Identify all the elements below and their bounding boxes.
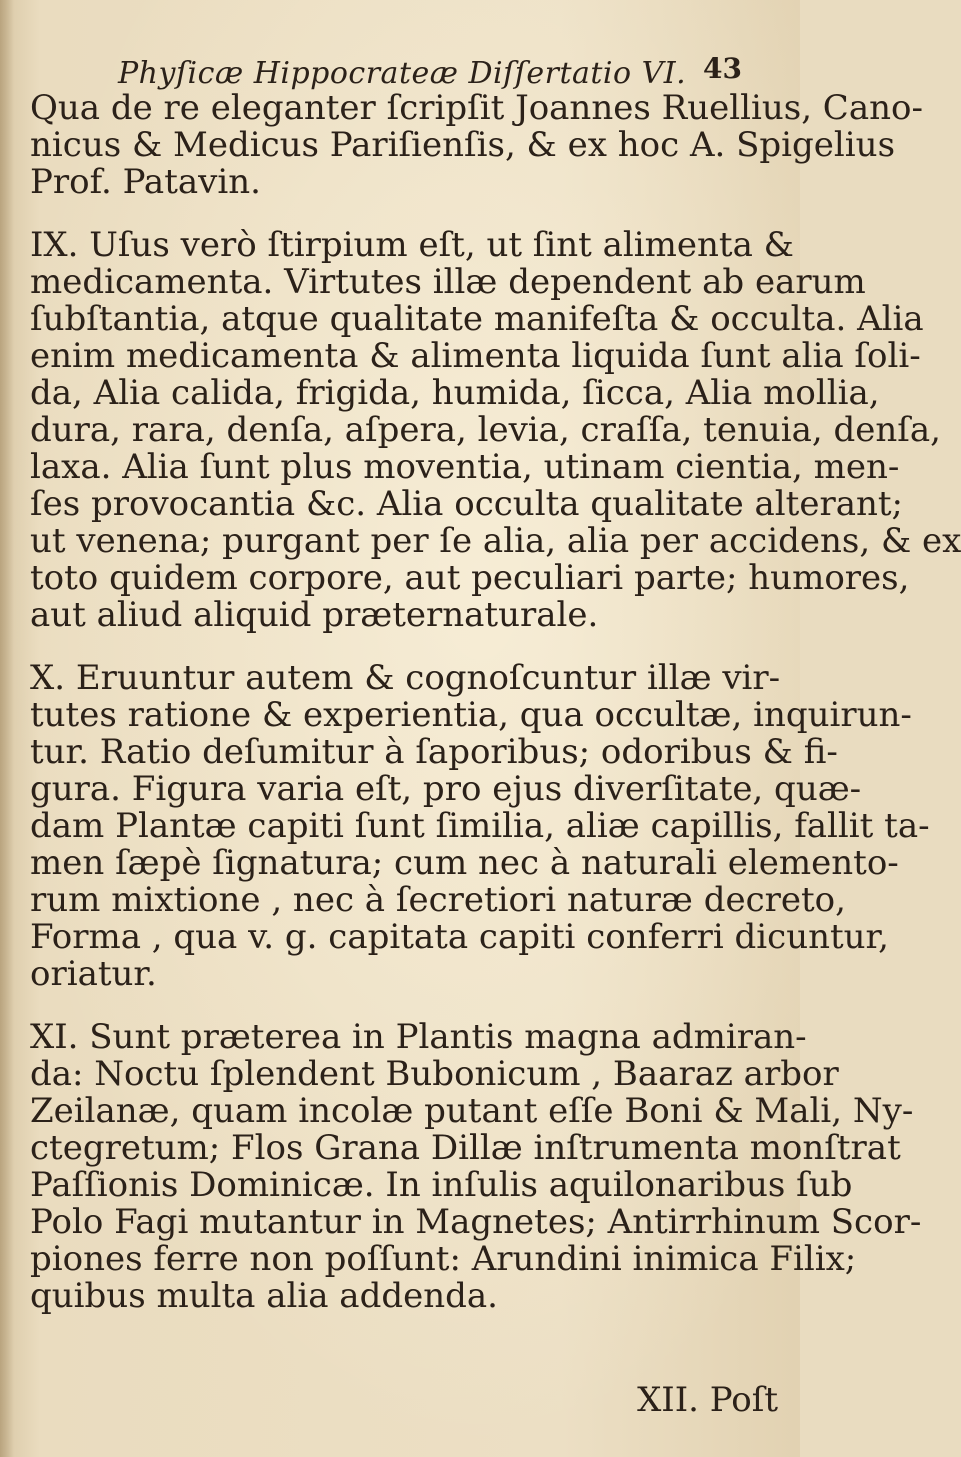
text-line: ſubſtantia, atque qualitate manifeſta & occulta. Alia — [30, 299, 924, 339]
text-line: enim medicamenta & alimenta liquida ſunt alia ſoli- — [30, 336, 921, 376]
text-line: nicus & Medicus Pariſienſis, & ex hoc A. Spigelius — [30, 125, 896, 165]
paragraph-gap — [30, 634, 790, 660]
page-number: 43 — [703, 52, 742, 85]
text-line: IX. Uſus verò ſtirpium eſt, ut ſint alimenta & — [30, 225, 794, 265]
text-line: laxa. Alia ſunt plus moventia, utinam cientia, men- — [30, 447, 900, 487]
text-line: ut venena; purgant per ſe alia, alia per accidens, & ex — [30, 521, 961, 561]
text-line: X. Eruuntur autem & cognoſcuntur illæ vir- — [30, 658, 781, 698]
text-line: Prof. Patavin. — [30, 162, 261, 202]
text-line: ctegretum; Flos Grana Dillæ inſtrumenta monſtrat — [30, 1128, 901, 1168]
text-line: Zeilanæ, quam incolæ putant eſſe Boni & Mali, Ny- — [30, 1091, 914, 1131]
text-line: Paſſionis Dominicæ. In inſulis aquilonaribus ſub — [30, 1165, 853, 1205]
text-line: Polo Fagi mutantur in Magnetes; Antirrhinum Scor- — [30, 1202, 922, 1242]
page-binding-shadow — [0, 0, 14, 1457]
text-line: da: Noctu ſplendent Bubonicum , Baaraz arbor — [30, 1054, 839, 1094]
text-body — [30, 88, 961, 1316]
paragraph-gap — [30, 201, 790, 227]
catchword: XII. Poſt — [637, 1380, 778, 1420]
text-line: dam Plantæ capiti ſunt ſimilia, aliæ capillis, fallit ta- — [30, 806, 930, 846]
text-line: tur. Ratio deſumitur à ſaporibus; odoribus & fi- — [30, 732, 838, 772]
text-line: da, Alia calida, frigida, humida, ſicca, Alia mollia, — [30, 373, 880, 413]
text-line: medicamenta. Virtutes illæ dependent ab earum — [30, 262, 866, 302]
text-line: toto quidem corpore, aut peculiari parte; humores, — [30, 558, 910, 598]
text-line: aut aliud aliquid præternaturale. — [30, 595, 599, 635]
text-line: piones ferre non poſſunt: Arundini inimica Filix; — [30, 1239, 857, 1279]
text-line: dura, rara, denſa, aſpera, levia, craſſa, tenuia, denſa, — [30, 410, 941, 450]
text-line: rum mixtione , nec à ſecretiori naturæ decreto, — [30, 880, 846, 920]
text-line: tutes ratione & experientia, qua occultæ, inquirun- — [30, 695, 912, 735]
text-line: Qua de re eleganter ſcripſit Joannes Ruellius, Cano- — [30, 88, 923, 128]
text-line: quibus multa alia addenda. — [30, 1276, 498, 1316]
paragraph-gap — [30, 993, 790, 1019]
running-head: Phyſicæ Hippocrateæ Diſſertatio VI. — [118, 56, 687, 91]
text-line: XI. Sunt præterea in Plantis magna admiran- — [30, 1017, 807, 1057]
text-line: oriatur. — [30, 954, 157, 994]
text-line: ſes provocantia &c. Alia occulta qualitate alterant; — [30, 484, 903, 524]
text-line: gura. Figura varia eſt, pro ejus diverſitate, quæ- — [30, 769, 862, 809]
text-line: Forma , qua v. g. capitata capiti conferri dicuntur, — [30, 917, 889, 957]
text-line: men ſæpè ſignatura; cum nec à naturali elemento- — [30, 843, 899, 883]
